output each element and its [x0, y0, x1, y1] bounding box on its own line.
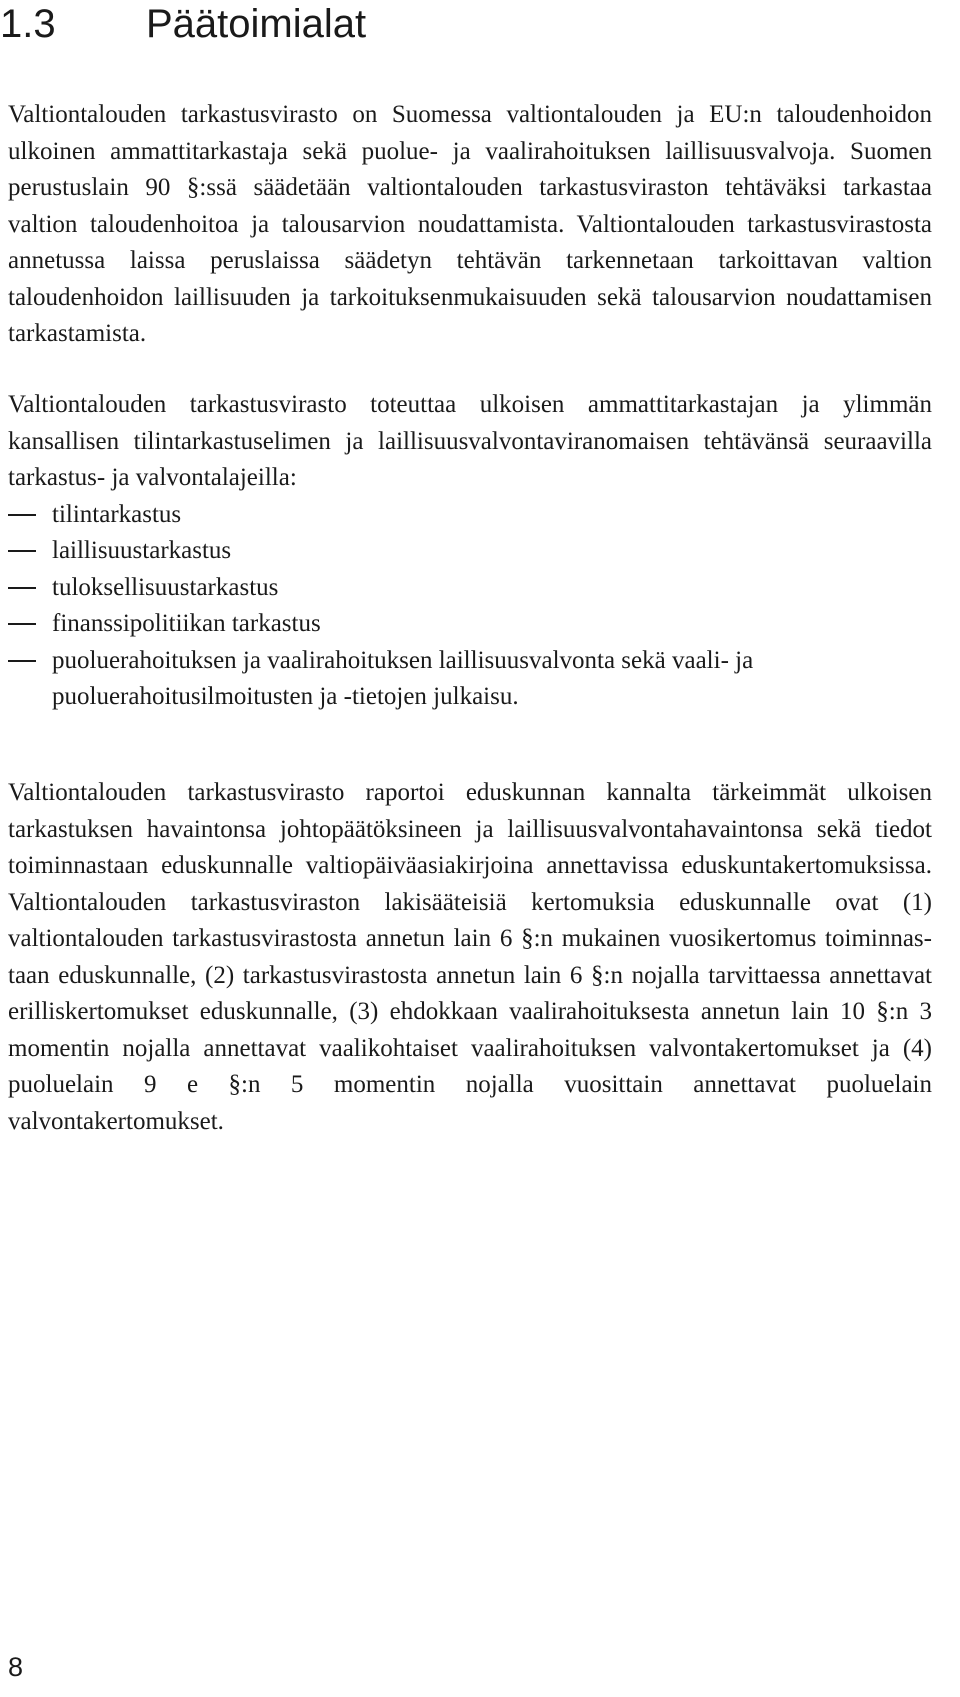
paragraph-audit-types — [8, 387, 932, 716]
dash-bullet-icon — [8, 514, 36, 516]
dash-bullet-icon — [8, 660, 36, 662]
paragraph-mandate — [8, 97, 932, 353]
list-item: tilintarkastus — [8, 497, 932, 534]
list-item: laillisuustarkastus — [8, 533, 932, 570]
dash-bullet-icon — [8, 623, 36, 625]
dash-bullet-icon — [8, 550, 36, 552]
page-number: 8 — [8, 1652, 24, 1682]
section-title: Päätoimialat — [146, 2, 367, 46]
list-item: finanssipolitiikan tarkastus — [8, 606, 932, 643]
audit-type-list — [8, 497, 932, 716]
list-item: puoluerahoituksen ja vaalirahoituksen laillisuusvalvonta sekä vaali- ja puoluerahoitusilmoitusten ja -tietojen julkaisu. — [8, 643, 932, 716]
paragraph-mandate-text: Valtiontalouden tarkastusvirasto on Suomessa valtiontalouden ja EU:n taloudenhoidon ulkoinen ammattitarkastaja sekä puolue- ja vaalirahoituksen laillisuusvalvoja. Suomen perustuslain 90 §:ssä säädetään valtiontalouden tarkastusviraston tehtäväksi tarkastaa valtion taloudenhoitoa ja talousarvion noudattamista. Valtiontalouden tarkastusvirastosta annetussa laissa peruslaissa säädetyn tehtävän tarkennetaan tarkoittavan valtion taloudenhoidon laillisuuden ja tarkoituksenmukaisuuden sekä talousarvion noudattamisen tarkastamista. — [8, 101, 932, 347]
paragraph-reporting — [8, 775, 932, 1140]
list-item: tuloksellisuustarkastus — [8, 570, 932, 607]
dash-bullet-icon — [8, 587, 36, 589]
paragraph-reporting-text: Valtiontalouden tarkastusvirasto raportoi eduskunnan kannalta tärkeimmät ulkoisen tarkastuksen havaintonsa johtopäätöksineen ja laillisuusvalvontahavaintonsa sekä tiedot toiminnastaan eduskunnalle valtiopäiväasiakirjoina annettavissa eduskuntakertomuksissa. Valtiontalouden tarkastusviraston lakisääteisiä kertomuksia eduskunnalle ovat (1) valtiontalouden tarkastusvirastosta annetun lain 6 §:n mukainen vuosikertomus toiminnastaan eduskunnalle, (2) tarkastusvirastosta annetun lain 6 §:n nojalla tarvittaessa annettavat erilliskertomukset eduskunnalle, (3) ehdokkaan vaalirahoituksesta annetun lain 10 §:n 3 momentin nojalla annettavat vaalikohtaiset vaalirahoituksen valvontakertomukset ja (4) puoluelain 9 e §:n 5 momentin nojalla vuosittain annettavat puoluelain valvontakertomukset. — [8, 779, 932, 1135]
section-heading — [0, 0, 366, 48]
paragraph-audit-types-intro: Valtiontalouden tarkastusvirasto toteuttaa ulkoisen ammattitarkastajan ja ylimmän kansallisen tilintarkastuselimen ja laillisuusvalvontaviranomaisen tehtävänsä seuraavilla tarkastus- ja valvontalajeilla: — [8, 391, 932, 491]
section-number: 1.3 — [0, 2, 56, 46]
